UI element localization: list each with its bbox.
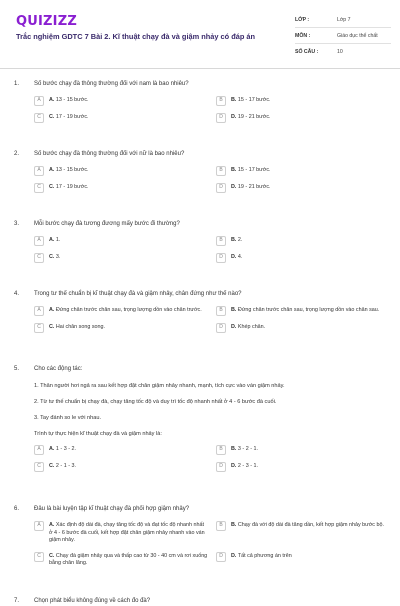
question-header [14, 365, 390, 374]
option-label: C. [49, 463, 55, 469]
option-text [49, 553, 216, 568]
option-letter-badge: A [34, 445, 44, 455]
question-text: Số bước chạy đà thông thường đối với nam là bao nhiêu? [34, 81, 189, 87]
question-text: Đâu là bài luyện tập kĩ thuật chạy đà phối hợp giậm nhảy? [34, 506, 190, 512]
option-value: 1 - 3 - 2. [55, 446, 76, 452]
option-text [49, 114, 216, 122]
answer-option-a[interactable] [34, 522, 216, 545]
answer-option-d[interactable] [216, 184, 398, 193]
info-table [295, 12, 391, 59]
question-text: Số bước chạy đà thông thường đối với nữ là bao nhiêu? [34, 151, 185, 157]
option-letter-badge: D [216, 183, 226, 193]
question-statement: 3. Tay đánh so le với nhau. [34, 415, 102, 421]
answer-option-c[interactable] [34, 254, 216, 263]
option-label: D. [231, 463, 237, 469]
option-value: Xác định độ dài đà, chạy tăng tốc độ và đạt tốc độ nhanh nhất ở 4 - 6 bước đà cuối, kết hợp đặt chân giậm nhảy nhanh vào ván giậm nhảy. [49, 522, 205, 543]
question-header [14, 150, 390, 159]
question-text: Cho các động tác: [34, 366, 83, 372]
option-letter-badge: B [216, 236, 226, 246]
option-label: C. [49, 114, 55, 120]
question-7 [14, 597, 390, 606]
option-letter-badge: A [34, 521, 44, 531]
option-label: B. [231, 237, 237, 243]
quizizz-logo: QUIZIZZ [16, 14, 77, 29]
answer-option-c[interactable] [34, 114, 216, 123]
option-letter-badge: A [34, 306, 44, 316]
page-header [0, 0, 400, 66]
info-key: LỚP : [295, 16, 310, 23]
option-label: C. [49, 552, 55, 559]
option-letter-badge: B [216, 96, 226, 106]
option-text [231, 522, 398, 530]
option-letter-badge: A [34, 166, 44, 176]
answer-option-d[interactable] [216, 553, 398, 568]
question-statement: Trình tự thực hiện kĩ thuật chạy đà và giậm nhảy là: [34, 431, 162, 437]
question-2 [14, 150, 390, 193]
question-header [14, 505, 390, 514]
option-text [49, 522, 216, 545]
info-key: MÔN : [295, 32, 311, 39]
answer-option-d[interactable] [216, 463, 398, 472]
answer-options [34, 97, 390, 123]
answer-option-c[interactable] [34, 463, 216, 472]
option-letter-badge: B [216, 306, 226, 316]
option-letter-badge: D [216, 113, 226, 123]
info-value: Lớp 7 [337, 16, 351, 23]
answer-option-b[interactable] [216, 307, 398, 316]
option-value: Đứng chân trước chân sau, trọng lượng dồn vào chân sau. [237, 307, 380, 313]
answer-options [34, 446, 390, 472]
answer-options [34, 167, 390, 193]
answer-option-b[interactable] [216, 97, 398, 106]
question-3 [14, 220, 390, 263]
answer-option-b[interactable] [216, 237, 398, 246]
option-text [231, 254, 398, 262]
option-label: B. [231, 307, 237, 313]
answer-option-b[interactable] [216, 446, 398, 455]
option-label: A. [49, 446, 55, 452]
header-divider [0, 68, 400, 69]
answer-options [34, 237, 390, 263]
option-label: D. [231, 114, 237, 120]
option-letter-badge: C [34, 183, 44, 193]
option-label: C. [49, 254, 55, 260]
option-value: 19 - 21 bước. [237, 114, 271, 120]
option-value: 4. [237, 254, 243, 260]
option-text [231, 463, 398, 471]
option-text [231, 446, 398, 454]
info-row [295, 12, 391, 28]
answer-option-a[interactable] [34, 167, 216, 176]
option-value: 13 - 15 bước. [55, 97, 89, 103]
answer-option-c[interactable] [34, 324, 216, 333]
option-text [49, 97, 216, 105]
option-letter-badge: C [34, 113, 44, 123]
option-letter-badge: D [216, 462, 226, 472]
option-letter-badge: A [34, 96, 44, 106]
option-label: C. [49, 324, 55, 330]
option-value: 2 - 3 - 1. [237, 463, 258, 469]
answer-option-a[interactable] [34, 97, 216, 106]
answer-options [34, 522, 390, 568]
info-row [295, 44, 391, 59]
question-header [14, 597, 390, 606]
answer-option-c[interactable] [34, 184, 216, 193]
option-value: Chạy đà giậm nhảy qua và thấp cao từ 30 - 40 cm và rơi xuống bằng chân lăng. [49, 552, 208, 566]
info-row [295, 28, 391, 44]
option-value: 2 - 1 - 3. [55, 463, 76, 469]
option-value: Tất cả phương án trên [237, 552, 292, 559]
question-header [14, 220, 390, 229]
option-value: Chạy đà với độ dài đà tăng dần, kết hợp giậm nhảy bước bộ. [237, 522, 384, 528]
question-statement: 1. Thân người hơi ngả ra sau kết hợp đặt chân giậm nhảy nhanh, mạnh, tích cực vào ván giậm nhảy. [34, 383, 285, 389]
option-value: Khép chân. [237, 324, 266, 330]
page-title: Trắc nghiệm GDTC 7 Bài 2. Kĩ thuật chạy đà và giậm nhảy có đáp án [16, 32, 256, 41]
option-letter-badge: B [216, 445, 226, 455]
question-text: Mỗi bước chạy đà tương đương mấy bước đi thường? [34, 221, 180, 227]
option-label: A. [49, 307, 55, 313]
option-letter-badge: C [34, 552, 44, 562]
answer-option-b[interactable] [216, 522, 398, 545]
option-text [49, 237, 216, 245]
option-letter-badge: C [34, 323, 44, 333]
question-number: 5. [14, 366, 20, 372]
option-label: D. [231, 254, 237, 260]
answer-option-c[interactable] [34, 553, 216, 568]
option-label: D. [231, 184, 237, 190]
option-letter-badge: A [34, 236, 44, 246]
option-label: A. [49, 522, 55, 528]
option-text [49, 324, 216, 332]
question-number: 6. [14, 506, 20, 512]
option-text [231, 114, 398, 122]
option-text [49, 463, 216, 471]
option-value: 2. [237, 237, 243, 243]
option-label: A. [49, 237, 55, 243]
option-text [49, 184, 216, 192]
question-4 [14, 290, 390, 333]
question-text: Chọn phát biểu không đúng về cách đo đà? [34, 598, 151, 604]
question-header [14, 290, 390, 299]
option-value: Hai chân song song. [55, 324, 106, 330]
question-statement: 2. Từ tư thế chuẩn bị chạy đà, chạy tăng tốc độ và duy trì tốc độ nhanh nhất ở 4 - 6 bước đà cuối. [34, 399, 277, 405]
option-value: 15 - 17 bước. [237, 97, 271, 103]
option-value: 17 - 19 bước. [55, 114, 89, 120]
option-value: 3 - 2 - 1. [237, 446, 258, 452]
option-value: 13 - 15 bước. [55, 167, 89, 173]
answer-option-d[interactable] [216, 254, 398, 263]
answer-option-a[interactable] [34, 307, 216, 316]
answer-option-a[interactable] [34, 237, 216, 246]
answer-option-d[interactable] [216, 114, 398, 123]
answer-options [34, 307, 390, 333]
question-text: Trong tư thế chuẩn bị kĩ thuật chạy đà và giậm nhảy, chân đứng như thế nào? [34, 291, 242, 297]
option-value: 17 - 19 bước. [55, 184, 89, 190]
option-label: D. [231, 324, 237, 330]
option-label: A. [49, 97, 55, 103]
option-letter-badge: B [216, 521, 226, 531]
option-value: 3. [55, 254, 61, 260]
option-letter-badge: C [34, 253, 44, 263]
option-text [231, 167, 398, 175]
option-text [49, 254, 216, 262]
option-text [231, 324, 398, 332]
option-label: B. [231, 446, 237, 452]
option-letter-badge: C [34, 462, 44, 472]
option-value: 19 - 21 bước. [237, 184, 271, 190]
question-number: 2. [14, 151, 20, 157]
info-key: SỐ CÂU : [295, 48, 319, 55]
question-number: 4. [14, 291, 20, 297]
question-1 [14, 80, 390, 123]
option-text [231, 237, 398, 245]
answer-option-a[interactable] [34, 446, 216, 455]
option-text [49, 167, 216, 175]
option-letter-badge: D [216, 552, 226, 562]
option-letter-badge: D [216, 323, 226, 333]
question-number: 7. [14, 598, 20, 604]
option-label: A. [49, 167, 55, 173]
option-letter-badge: D [216, 253, 226, 263]
option-label: D. [231, 552, 237, 559]
answer-option-b[interactable] [216, 167, 398, 176]
option-text [49, 446, 216, 454]
answer-option-d[interactable] [216, 324, 398, 333]
option-letter-badge: B [216, 166, 226, 176]
option-text [231, 553, 398, 561]
option-text [49, 307, 216, 315]
option-value: 15 - 17 bước. [237, 167, 271, 173]
option-text [231, 97, 398, 105]
question-number: 1. [14, 81, 20, 87]
option-label: B. [231, 522, 237, 528]
question-number: 3. [14, 221, 20, 227]
option-value: Đứng chân trước chân sau, trọng lượng dồn vào chân trước. [55, 307, 202, 313]
option-text [231, 184, 398, 192]
option-label: C. [49, 184, 55, 190]
option-label: B. [231, 97, 237, 103]
option-label: B. [231, 167, 237, 173]
question-header [14, 80, 390, 89]
info-value: Giáo dục thể chất [337, 32, 378, 39]
info-value: 10 [337, 48, 343, 55]
question-5 [14, 365, 390, 472]
option-text [231, 307, 398, 315]
question-6 [14, 505, 390, 568]
option-value: 1. [55, 237, 61, 243]
